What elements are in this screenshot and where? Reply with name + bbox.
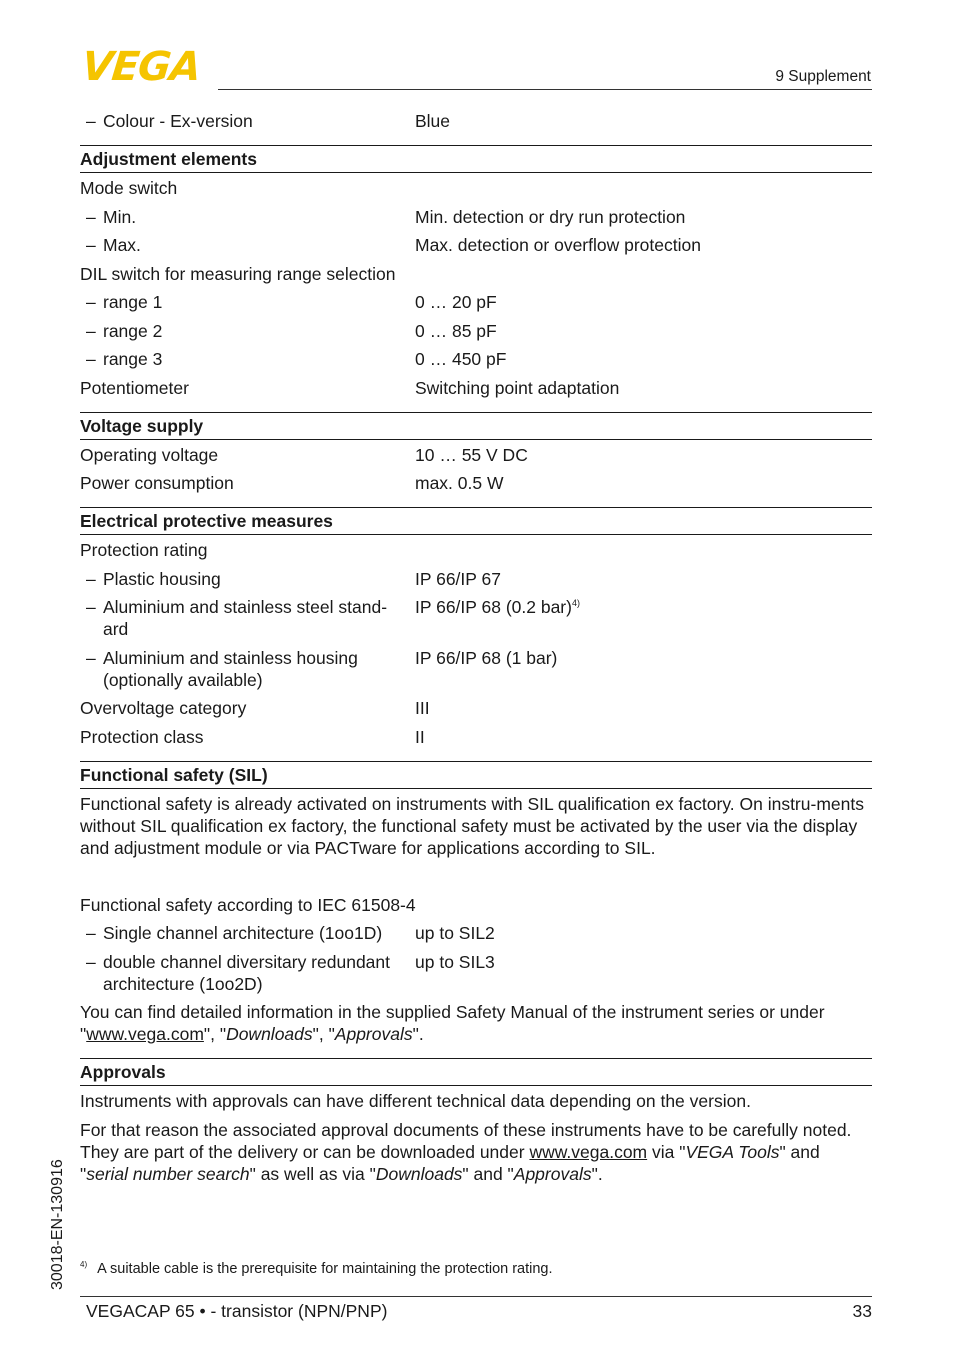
row-key: Protection rating [80, 540, 208, 560]
row-value: 10 … 55 V DC [415, 444, 528, 465]
aluminium-optional-row: – Aluminium and stainless housing (optionally available) IP 66/IP 68 (1 bar) [80, 647, 872, 691]
min-row: – Min. Min. detection or dry run protection [80, 206, 872, 228]
row-key: Power consumption [80, 473, 234, 493]
footer-rule [80, 1296, 872, 1297]
document-id: 30018-EN-130916 [49, 1159, 66, 1290]
range3-row: – range 3 0 … 450 pF [80, 348, 872, 370]
row-value: up to SIL2 [415, 923, 495, 943]
row-key: Colour - Ex-version [103, 111, 253, 131]
vega-logo [79, 44, 214, 90]
overvoltage-row [80, 697, 872, 719]
section-label: 9 Supplement [775, 68, 871, 85]
row-key: Aluminium and stainless steel stand- ard [103, 597, 388, 639]
row-key: Max. [103, 235, 141, 255]
vega-link[interactable]: www.vega.com [529, 1141, 648, 1162]
row-key: Overvoltage category [80, 698, 247, 718]
row-key: range 1 [103, 292, 163, 312]
row-key: double channel diversitary redundant architecture (1oo2D) [103, 951, 390, 994]
row-key: Potentiometer [80, 377, 189, 398]
row-key: Single channel architecture (1oo1D) [103, 923, 383, 943]
electrical-heading: Electrical protective measures [80, 507, 872, 535]
row-key: Operating voltage [80, 444, 219, 465]
double-channel-row: – double channel diversitary redundant architecture (1oo2D) up to SIL3 [80, 951, 872, 995]
voltage-heading: Voltage supply [80, 412, 872, 440]
range1-row: – range 1 0 … 20 pF [80, 291, 872, 313]
approvals-p1: Instruments with approvals can have different technical data depending on the version. [80, 1091, 751, 1111]
sil-more-info: You can find detailed information in the supplied Safety Manual of the instrument series or under "www.vega.com", "Downloads", "Approvals". [80, 1002, 825, 1044]
header-rule [218, 89, 872, 90]
sil-iec: Functional safety according to IEC 61508-4 [80, 894, 416, 915]
power-consumption-row [80, 472, 872, 494]
protection-rating-row [80, 539, 872, 561]
row-key: DIL switch for measuring range selection [80, 263, 396, 284]
row-value: 0 … 85 pF [415, 320, 497, 341]
row-key: Aluminium and stainless housing (optionally available) [103, 647, 358, 690]
aluminium-standard-row: – Aluminium and stainless steel stand- ard IP 66/IP 68 (0.2 bar)$^{4)}$ [86, 597, 580, 639]
footnote-ref: 4) [571, 598, 580, 609]
sil-intro: Functional safety is already activated on instruments with SIL qualification ex factory. On instru-ments without SIL qualification ex factory, the functional safety must be activated by the user via the display and adjustment module or via PACTware for applications according to SIL. [80, 793, 864, 858]
approvals-p2: For that reason the associated approval documents of these instruments have to be carefully noted. They are part of the delivery or can be downloaded under www.vega.com via "VEGA Tools" and "serial number search" as well as via "Downloads" and "Approvals". [80, 1119, 852, 1184]
row-value: up to SIL3 [415, 951, 495, 972]
row-value: Max. detection or overflow protection [415, 235, 701, 255]
row-key: range 2 [103, 320, 163, 341]
row-value: max. 0.5 W [415, 473, 504, 493]
page-number: 33 [852, 1301, 872, 1321]
dil-row [80, 263, 872, 285]
footnote-text: A suitable cable is the prerequisite for maintaining the protection rating. [97, 1260, 553, 1277]
row-key: Min. [103, 206, 137, 227]
row-key: Protection class [80, 726, 204, 747]
row-value: II [415, 726, 425, 747]
row-key: Mode switch [80, 178, 178, 198]
sil-heading: Functional safety (SIL) [80, 761, 872, 789]
row-value: IP 66/IP 68 (0.2 bar) [415, 597, 572, 617]
row-key: range 3 [103, 349, 163, 369]
row-value: Blue [415, 111, 451, 131]
spec-content [80, 110, 872, 1185]
row-value: 0 … 450 pF [415, 349, 507, 369]
mode-switch-row [80, 177, 872, 199]
single-channel-row: – Single channel architecture (1oo1D) up to SIL2 [80, 922, 872, 944]
row-value: Min. detection or dry run protection [415, 206, 686, 227]
adjustment-heading: Adjustment elements [80, 145, 872, 173]
row-value: III [415, 698, 430, 718]
approvals-heading: Approvals [80, 1058, 872, 1086]
colour-ex-row: – Colour - Ex-version Blue [80, 110, 872, 132]
max-row: – Max. Max. detection or overflow protection [80, 234, 872, 256]
vega-link[interactable]: www.vega.com [86, 1024, 204, 1044]
operating-voltage-row [80, 444, 872, 466]
footer-title: VEGACAP 65 • - transistor (NPN/PNP) [86, 1301, 388, 1321]
row-value: IP 66/IP 68 (1 bar) [415, 647, 558, 668]
row-value: 0 … 20 pF [415, 292, 497, 312]
protection-class-row [80, 726, 872, 748]
row-value: Switching point adaptation [415, 377, 620, 398]
logo-text: VEGA [79, 44, 203, 90]
row-value: IP 66/IP 67 [415, 568, 501, 589]
footnote-mark: 4) [80, 1260, 88, 1269]
potentiometer-row [80, 377, 872, 399]
footnote [80, 1256, 553, 1278]
row-key: Plastic housing [103, 568, 221, 589]
plastic-housing-row: – Plastic housing IP 66/IP 67 [80, 568, 872, 590]
range2-row: – range 2 0 … 85 pF [80, 320, 872, 342]
